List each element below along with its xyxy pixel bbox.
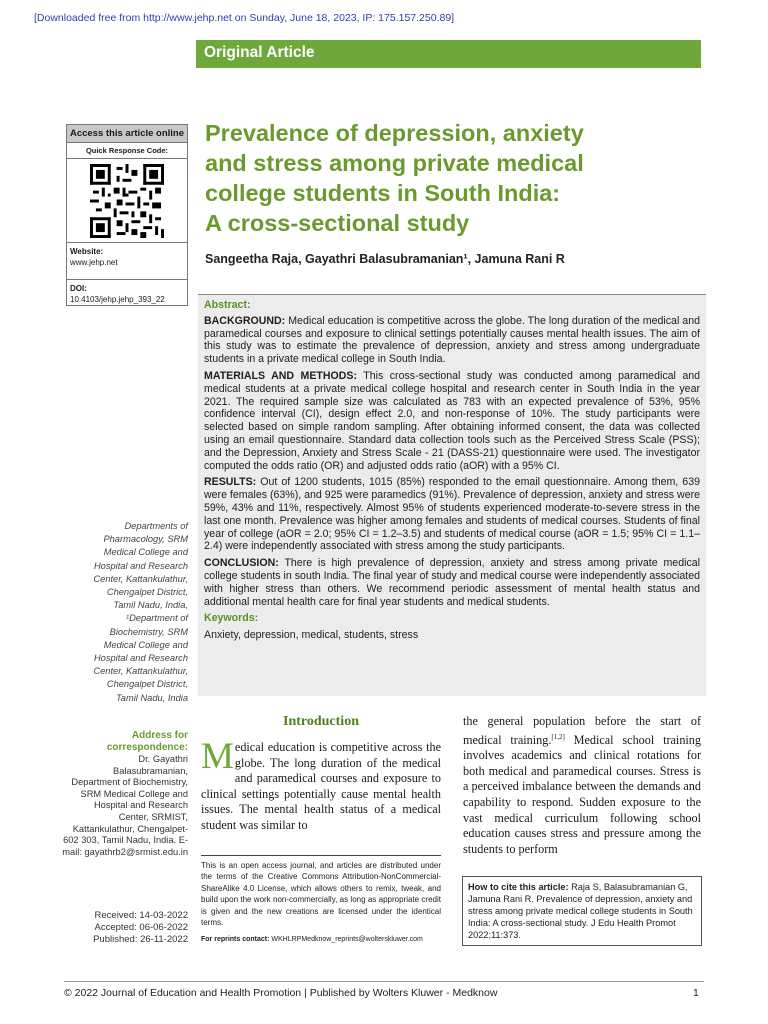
title-line: A cross-sectional study: [205, 210, 470, 236]
abstract-methods: [204, 370, 700, 472]
website-label: Website:: [70, 247, 104, 256]
article-type-banner: Original Article: [196, 40, 701, 68]
citation-box: [462, 876, 702, 946]
doi-label: DOI:: [70, 284, 87, 293]
license-text: This is an open access journal, and articles are distributed under the terms of the Creative Commons Attribution-NonCommercial-ShareAlike 4.0 License, which allows others to remix, tweak, and build upon the work non-commercially, as long as appropriate credit is given and the new creations are licensed under the identical terms.: [201, 861, 441, 928]
conclusion-text: There is high prevalence of depression, anxiety and stress among private medical college students in south India. The final year of study and medical course were independently associated with higher stress than others. We recommend periodic assessment of mental health status and additional mental health care for final year students and medical students.: [204, 557, 700, 608]
published-date: Published: 26-11-2022: [93, 934, 188, 946]
cite-label: How to cite this article:: [468, 882, 569, 892]
title-line: and stress among private medical: [205, 150, 584, 176]
footer-divider: [64, 981, 704, 982]
doi-link[interactable]: 10.4103/jehp.jehp_393_22: [70, 295, 165, 304]
column2-text-start: the general population before the start of medical training.: [463, 714, 701, 747]
introduction-paragraph: [201, 736, 441, 834]
access-box-header: Access this article online: [67, 125, 187, 143]
cite-text: Raja S, Balasubramanian G, Jamuna Rani R. Prevalence of depression, anxiety and stress among private medical college students in South India: A cross-sectional study. J Edu Health Promot 2022;11:373.: [468, 882, 693, 941]
reprints-contact: [201, 934, 441, 945]
body-column-left: [201, 714, 441, 834]
page-number: 1: [693, 987, 699, 999]
qr-code-icon: [90, 164, 164, 238]
title-line: Prevalence of depression, anxiety: [205, 120, 584, 146]
license-note: [201, 855, 441, 946]
website-section: [67, 243, 187, 280]
qr-label: Quick Response Code:: [67, 143, 187, 159]
access-article-box: [66, 124, 188, 306]
qr-code[interactable]: [67, 159, 187, 243]
reprints-email[interactable]: WKHLRPMedknow_reprints@wolterskluwer.com: [271, 936, 423, 944]
methods-text: This cross-sectional study was conducted among paramedical and medical students at a private medical college hospital and research center in South India in the year 2021. The required sample size was calculated as 783 with an expected prevalence of 53%, 95% confidence interval (CI), design effect 2.0, and non-response of 10%. The study participants were selected based on simple random sampling. After obtaining informed consent, the data was collected using an email questionnaire. Standard data collection tools such as the Perceived Stress Scale (PSS); and the Depression, Anxiety and Stress Scale - 21 (DASS-21) questionnaire were used. The investigator computed the odds ratio (OR) and adjusted odds ratio (aOR) with a 95% CI.: [204, 369, 700, 472]
results-text: Out of 1200 students, 1015 (85%) responded to the email questionnaire. Among them, 639 were females (63%), and 925 were paramedics (91%). Prevalence of depression, anxiety and stress were 59%, 43% and 11%, respectively. Almost 95% of students experienced moderate-to-severe stress in the last one month. Prevalence was higher among females and students of medical courses. Students of final year of college (aOR = 2.0; 95% CI = 1.2–3.5) and students of medical course (aOR = 1.5; 95% CI = 1.1–2.4) were independently associated with stress among the study participants.: [204, 476, 700, 553]
correspondence-label: Address for correspondence:: [106, 730, 188, 753]
correspondence-text: Dr. Gayathri Balasubramanian, Department of Biochemistry, SRM Medical College and Hospital and Research Center, SRMIST, Kattankulathur, Chengalpet- 602 303, Tamil Nadu, India. E-mail: gayathrb2@srmist.edu.in: [62, 754, 188, 857]
body-column-right: [463, 714, 701, 857]
keywords-text: Anxiety, depression, medical, students, stress: [204, 629, 419, 642]
background-text: Medical education is competitive across the globe. The long duration of the medical and paramedical courses and exposure to clinical settings potentially causes mental health issues. The aim of this study was to estimate the prevalence of depression, anxiety and stress among undergraduate students in a private medical college in South India.: [204, 314, 700, 366]
column2-text-rest: Medical school training involves academics and clinical rotations for both medical and paramedical courses. Stress is a perceived imbalance between the demands and capability to respond. Sudden exposure to the vast medical curriculum following school education causes stress and pressure among the students to perform: [463, 732, 701, 856]
correspondence-address: [62, 730, 188, 858]
article-dates: [70, 910, 188, 947]
drop-cap: M: [201, 736, 234, 777]
methods-heading: MATERIALS AND METHODS:: [204, 369, 357, 382]
author-list: Sangeetha Raja, Gayathri Balasubramanian¹, Jamuna Rani R: [205, 252, 565, 266]
keywords-label: Keywords:: [204, 612, 259, 625]
footer-text: © 2022 Journal of Education and Health Promotion | Published by Wolters Kluwer - Medknow: [64, 987, 498, 999]
conclusion-heading: CONCLUSION:: [204, 557, 279, 570]
author-affiliations: Departments of Pharmacology, SRM Medical College and Hospital and Research Center, Kattankulathur, Chengalpet District, Tamil Nadu, India, ¹Department of Biochemistry, SRM Medical College and Hospital and Research Center, Kattankulathur, Chengalpet District, Tamil Nadu, India: [93, 521, 188, 703]
doi-section: [67, 280, 187, 317]
abstract-background: [204, 315, 700, 366]
introduction-text: edical education is competitive across the globe. The long duration of the medical and paramedical courses and exposure to clinical settings potentially cause mental health issues. The mental health status of a medical student was similar to: [201, 740, 441, 832]
title-line: college students in South India:: [205, 180, 561, 206]
abstract-conclusion: [204, 557, 700, 608]
reprints-label: For reprints contact:: [201, 936, 270, 944]
citation-ref[interactable]: [1,2]: [551, 732, 565, 741]
abstract-box: [198, 294, 706, 696]
introduction-heading: Introduction: [283, 714, 359, 729]
results-heading: RESULTS:: [204, 476, 257, 489]
background-heading: BACKGROUND:: [204, 314, 286, 327]
abstract-results: [204, 476, 700, 553]
accepted-date: Accepted: 06-06-2022: [94, 922, 188, 934]
article-title: [205, 118, 705, 238]
website-link[interactable]: www.jehp.net: [70, 258, 118, 267]
download-note: [Downloaded free from http://www.jehp.net on Sunday, June 18, 2023, IP: 175.157.250.89]: [34, 12, 455, 24]
abstract-label: Abstract:: [204, 299, 251, 311]
received-date: Received: 14-03-2022: [94, 910, 188, 921]
